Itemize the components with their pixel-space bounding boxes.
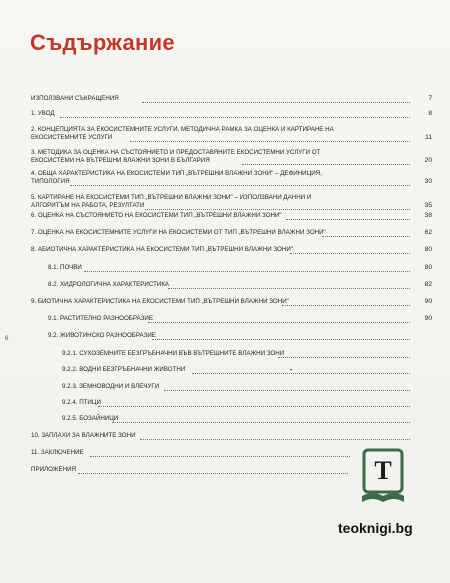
- toc-entry-text: 9.1. РАСТИТЕЛНО РАЗНООБРАЗИЕ: [48, 315, 153, 322]
- toc-entry: [48, 281, 169, 289]
- toc-leader: [98, 406, 410, 407]
- toc-page-number: 30: [424, 178, 432, 185]
- toc-entry-text: 9. БИОТИЧНА ХАРАКТЕРИСТИКА НА ЕКОСИСТЕМИ ТИП „ВЪТРЕШНИ ВЛАЖНИ ЗОНИ": [31, 298, 289, 305]
- toc-leader: [130, 141, 410, 142]
- toc-entry-text: АЛГОРИТЪМ НА РАБОТА, РЕЗУЛТАТИ: [31, 202, 145, 209]
- toc-entry-text: 9.2.3. ЗЕМНОВОДНИ И ВЛЕЧУГИ: [62, 383, 160, 390]
- toc-leader: [282, 305, 410, 306]
- toc-leader: [168, 288, 410, 289]
- toc-entry: [31, 194, 311, 210]
- toc-leader: [322, 236, 410, 237]
- watermark-brand: teoknigi.bg: [338, 520, 413, 536]
- toc-entry: [31, 149, 320, 165]
- toc-entry-text: 10. ЗАПЛАХИ ЗА ВЛАЖНИТЕ ЗОНИ: [31, 432, 136, 439]
- toc-entry: [48, 332, 156, 340]
- toc-page-number: 90: [424, 315, 432, 322]
- toc-leader: [84, 271, 410, 272]
- toc-page-number: 11: [425, 134, 432, 141]
- toc-leader: [192, 373, 410, 374]
- toc-entry-text: 9.2.4. ПТИЦИ: [62, 399, 101, 406]
- toc-page-number: 90: [424, 298, 432, 305]
- toc-entry-text: ПРИЛОЖЕНИЯ: [31, 466, 76, 473]
- toc-entry-text: 9.2.5. БОЗАЙНИЦИ: [62, 415, 119, 422]
- scan-mark: 6: [5, 336, 9, 342]
- toc-leader: [140, 439, 410, 440]
- scan-speck: •: [290, 368, 293, 374]
- toc-leader: [142, 102, 410, 103]
- toc-leader: [290, 253, 410, 254]
- toc-page-number: 62: [424, 229, 432, 236]
- toc-leader: [78, 473, 348, 474]
- toc-entry: [31, 126, 334, 142]
- toc-leader: [145, 209, 410, 210]
- toc-entry: [31, 95, 119, 103]
- toc-entry-text: 5. КАРТИРАНЕ НА ЕКОСИСТЕМИ ТИП „ВЪТРЕШНИ ВЛАЖНИ ЗОНИ" – ИЗПОЛЗВАНИ ДАННИ И: [31, 194, 312, 201]
- toc-entry-text: 3. МЕТОДИКА ЗА ОЦЕНКА НА СЪСТОЯНИЕТО И ПРЕДОСТАВЯНИТЕ ЕКОСИСТЕМНИ УСЛУГИ ОТ: [31, 149, 321, 156]
- toc-page-number: 82: [424, 281, 432, 288]
- toc-entry: [31, 298, 289, 306]
- toc-entry: [48, 315, 153, 323]
- toc-entry: [31, 170, 322, 186]
- toc-entry-text: 9.2.2. ВОДНИ БЕЗГРЪБНАЧНИ ЖИВОТНИ: [62, 366, 186, 373]
- toc-entry: [62, 366, 185, 374]
- toc-entry-text: 4. ОБЩА ХАРАКТЕРИСТИКА НА ЕКОСИСТЕМИ ТИП „ВЪТРЕШНИ ВЛАЖНИ ЗОНИ" – ДЕФИНИЦИЯ,: [31, 170, 322, 177]
- book-logo-icon: [358, 446, 408, 506]
- toc-entry: [48, 264, 82, 272]
- toc-leader: [278, 357, 410, 358]
- toc-page-number: 80: [424, 264, 432, 271]
- toc-leader: [60, 117, 410, 118]
- toc-entry: [31, 229, 326, 237]
- toc-entry: [31, 466, 76, 474]
- toc-page-number: 80: [424, 246, 432, 253]
- toc-entry: [62, 383, 159, 391]
- toc-entry-text: ИЗПОЛЗВАНИ СЪКРАЩЕНИЯ: [31, 95, 119, 102]
- toc-entry-text: 8. АБИОТИЧНА ХАРАКТЕРИСТИКА НА ЕКОСИСТЕМИ ТИП „ВЪТРЕШНИ ВЛАЖНИ ЗОНИ": [31, 246, 293, 253]
- toc-leader: [152, 339, 410, 340]
- toc-leader: [112, 422, 410, 423]
- toc-entry: [31, 212, 282, 220]
- toc-entry-text: ЕКОСИСТЕМИ НА ВЪТРЕШНИ ВЛАЖНИ ЗОНИ В БЪЛГАРИЯ: [31, 157, 210, 164]
- toc-entry-text: 7. ОЦЕНКА НА ЕКОСИСТЕМНИТЕ УСЛУГИ НА ЕКОСИСТЕМИ ОТ ТИП „ВЪТРЕШНИ ВЛАЖНИ ЗОНИ": [31, 229, 326, 236]
- toc-entry-text: 9.2. ЖИВОТИНСКО РАЗНООБРАЗИЕ: [48, 332, 156, 339]
- toc-entry-text: ТИПОЛОГИЯ: [31, 178, 70, 185]
- toc-entry-text: 11. ЗАКЛЮЧЕНИЕ: [31, 449, 84, 456]
- toc-page-number: 35: [424, 202, 432, 209]
- toc-page-number: 8: [428, 110, 432, 117]
- toc-entry-text: 6. ОЦЕНКА НА СЪСТОЯНИЕТО НА ЕКОСИСТЕМИ ТИП „ВЪТРЕШНИ ВЛАЖНИ ЗОНИ": [31, 212, 282, 219]
- toc-entry-text: 2. КОНЦЕПЦИЯТА ЗА ЕКОСИСТЕМНИТЕ УСЛУГИ, МЕТОДИЧНА РАМКА ЗА ОЦЕНКА И КАРТИРАНЕ НА: [31, 126, 334, 133]
- toc-entry-text: 1. УВОД: [31, 110, 55, 117]
- toc-leader: [70, 185, 410, 186]
- toc-entry: [31, 432, 136, 440]
- toc-entry: [62, 415, 118, 423]
- toc-leader: [242, 164, 410, 165]
- toc-entry: [62, 350, 284, 358]
- logo-letter: T: [374, 456, 392, 485]
- toc-entry: [31, 246, 293, 254]
- toc-entry: [31, 110, 55, 118]
- toc-leader: [286, 219, 410, 220]
- toc-entry-text: 8.1. ПОЧВИ: [48, 264, 82, 271]
- toc-leader: [148, 322, 410, 323]
- toc-entry: [31, 449, 84, 457]
- toc-entry-text: ЕКОСИСТЕМНИТЕ УСЛУГИ: [31, 134, 113, 141]
- toc-page-number: 20: [424, 157, 432, 164]
- page-title: Съдържание: [30, 30, 175, 55]
- toc-leader: [164, 390, 410, 391]
- toc-page-number: 38: [424, 212, 432, 219]
- toc-page-number: 7: [428, 95, 432, 102]
- toc-entry: [62, 399, 101, 407]
- toc-leader: [90, 456, 350, 457]
- toc-entry-text: 8.2. ХИДРОЛОГИЧНА ХАРАКТЕРИСТИКА: [48, 281, 170, 288]
- toc-entry-text: 9.2.1. СУХОЗЕМНИТЕ БЕЗГРЪБНАЧНИ ВЪВ ВЪТРЕШНИТЕ ВЛАЖНИ ЗОНИ: [62, 350, 285, 357]
